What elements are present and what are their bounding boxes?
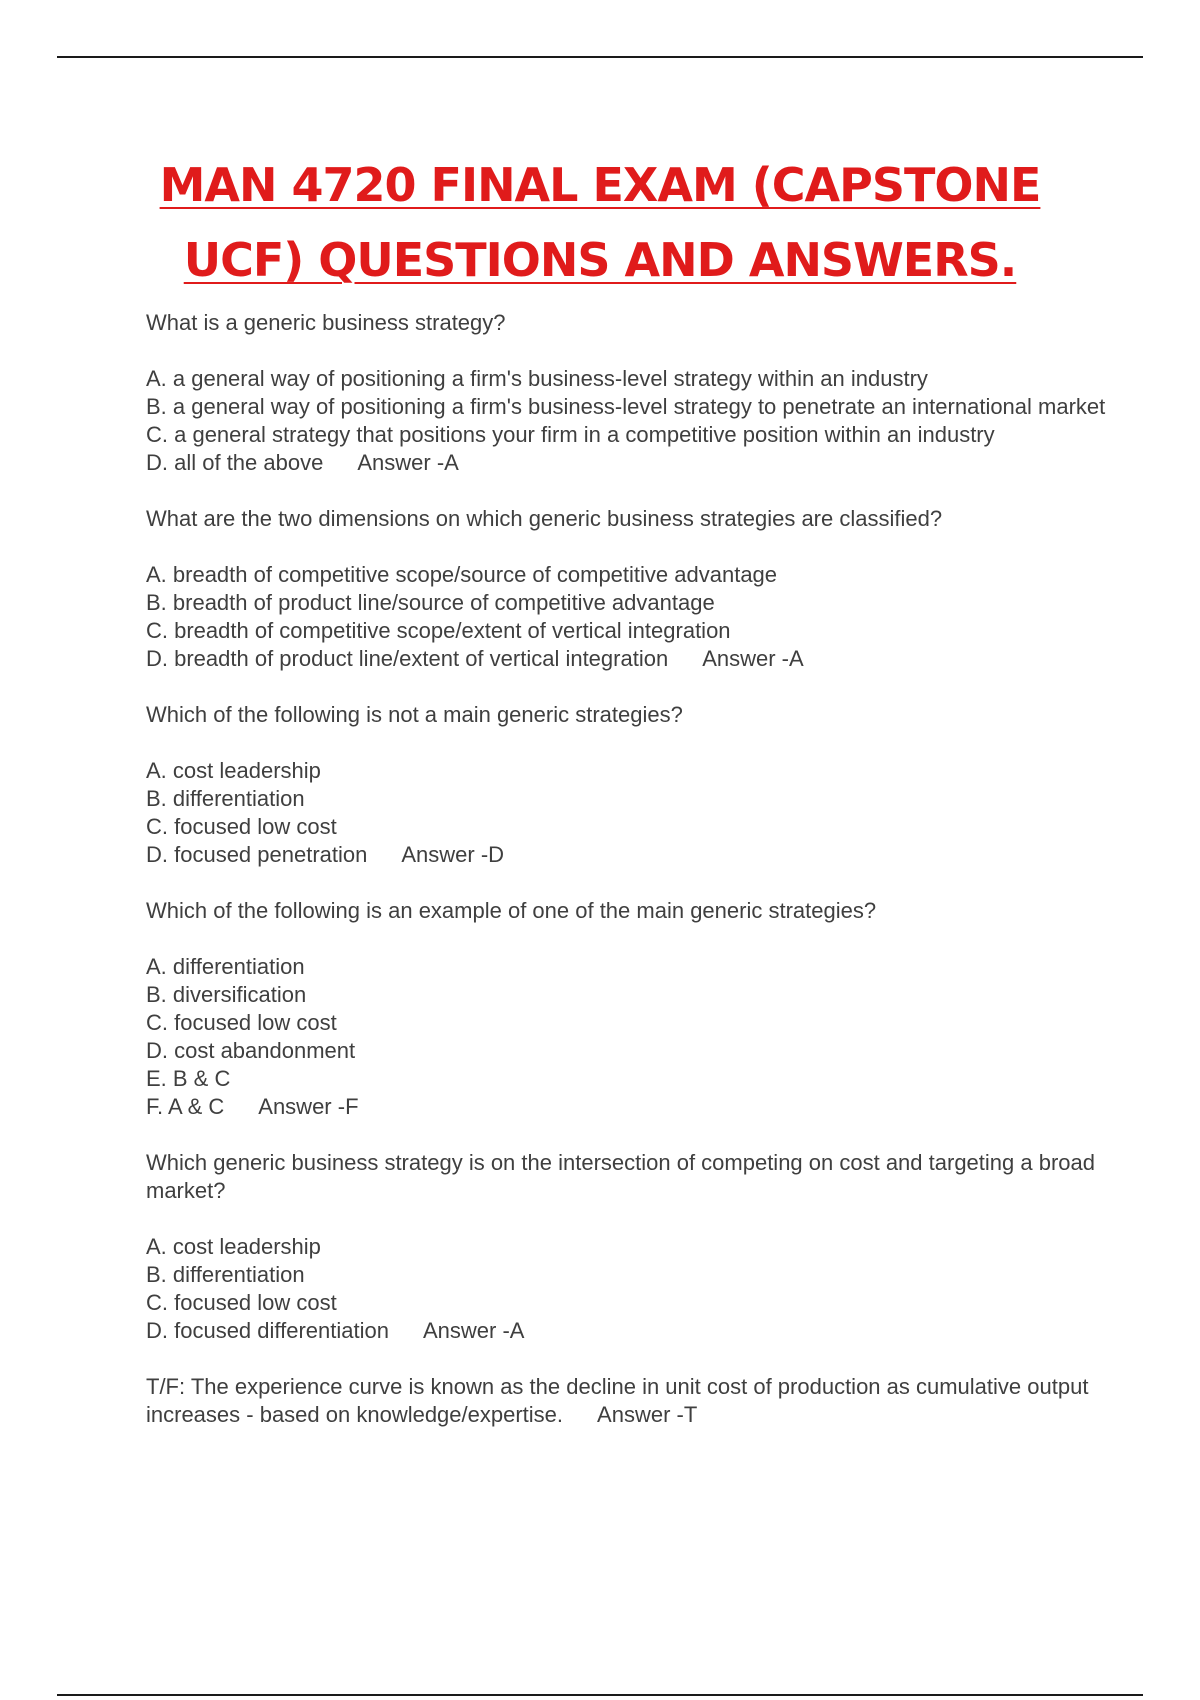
question-list: [146, 309, 1146, 1429]
bottom-rule: [57, 1694, 1143, 1696]
title-line-1: MAN 4720 FINAL EXAM (CAPSTONE: [159, 158, 1041, 212]
option-list: [146, 757, 1146, 869]
option-list: [146, 561, 1146, 673]
answer-label: Answer -F: [258, 1094, 359, 1119]
true-false-statement: [146, 1373, 1146, 1429]
answer-label: Answer -T: [597, 1402, 698, 1427]
option-text: D. all of the above: [146, 450, 324, 475]
option-item: B. diversification: [146, 982, 307, 1007]
question-block-1: [146, 309, 1146, 477]
option-item: C. focused low cost: [146, 1010, 337, 1035]
option-item: A. a general way of positioning a firm's business-level strategy within an industry: [146, 366, 928, 391]
option-list: [146, 365, 1146, 477]
option-item: C. focused low cost: [146, 814, 337, 839]
question-block-3: [146, 701, 1146, 869]
answer-label: Answer -A: [702, 646, 804, 671]
option-item: A. cost leadership: [146, 1234, 321, 1259]
option-item: B. differentiation: [146, 786, 305, 811]
option-item: C. focused low cost: [146, 1290, 337, 1315]
answer-label: Answer -D: [401, 842, 505, 867]
option-item: A. differentiation: [146, 954, 305, 979]
option-item: B. a general way of positioning a firm's business-level strategy to penetrate an international market: [146, 394, 1106, 419]
option-item: A. cost leadership: [146, 758, 321, 783]
true-false-block: [146, 1373, 1146, 1429]
option-item: B. differentiation: [146, 1262, 305, 1287]
tf-text: T/F: The experience curve is known as the decline in unit cost of production as cumulative output increases - based on knowledge/expertise.: [146, 1374, 1089, 1427]
question-prompt: Which of the following is an example of one of the main generic strategies?: [146, 898, 877, 923]
option-text: D. focused differentiation: [146, 1318, 389, 1343]
option-text: F. A & C: [146, 1094, 225, 1119]
option-item-last: [146, 1093, 1146, 1121]
top-rule: [57, 56, 1143, 58]
question-block-4: [146, 897, 1146, 1121]
option-item: B. breadth of product line/source of competitive advantage: [146, 590, 715, 615]
option-item: C. breadth of competitive scope/extent of vertical integration: [146, 618, 731, 643]
option-item: E. B & C: [146, 1066, 231, 1091]
question-block-2: [146, 505, 1146, 673]
question-prompt: What are the two dimensions on which generic business strategies are classified?: [146, 506, 943, 531]
page-title: [0, 148, 1200, 298]
option-item: C. a general strategy that positions your firm in a competitive position within an industry: [146, 422, 995, 447]
option-item-last: [146, 1317, 1146, 1345]
title-line-2: UCF) QUESTIONS AND ANSWERS.: [183, 233, 1017, 287]
option-item-last: [146, 449, 1146, 477]
question-prompt: What is a generic business strategy?: [146, 310, 506, 335]
question-block-5: [146, 1149, 1146, 1345]
option-item-last: [146, 841, 1146, 869]
option-text: D. breadth of product line/extent of vertical integration: [146, 646, 669, 671]
question-prompt: Which of the following is not a main generic strategies?: [146, 702, 683, 727]
answer-label: Answer -A: [422, 1318, 525, 1343]
option-item: D. cost abandonment: [146, 1038, 356, 1063]
option-list: [146, 1233, 1146, 1345]
option-text: D. focused penetration: [146, 842, 368, 867]
question-prompt: Which generic business strategy is on the intersection of competing on cost and targeting a broad market?: [146, 1150, 1095, 1203]
answer-label: Answer -A: [357, 450, 459, 475]
option-list: [146, 953, 1146, 1121]
option-item-last: [146, 645, 1146, 673]
option-item: A. breadth of competitive scope/source of competitive advantage: [146, 562, 778, 587]
